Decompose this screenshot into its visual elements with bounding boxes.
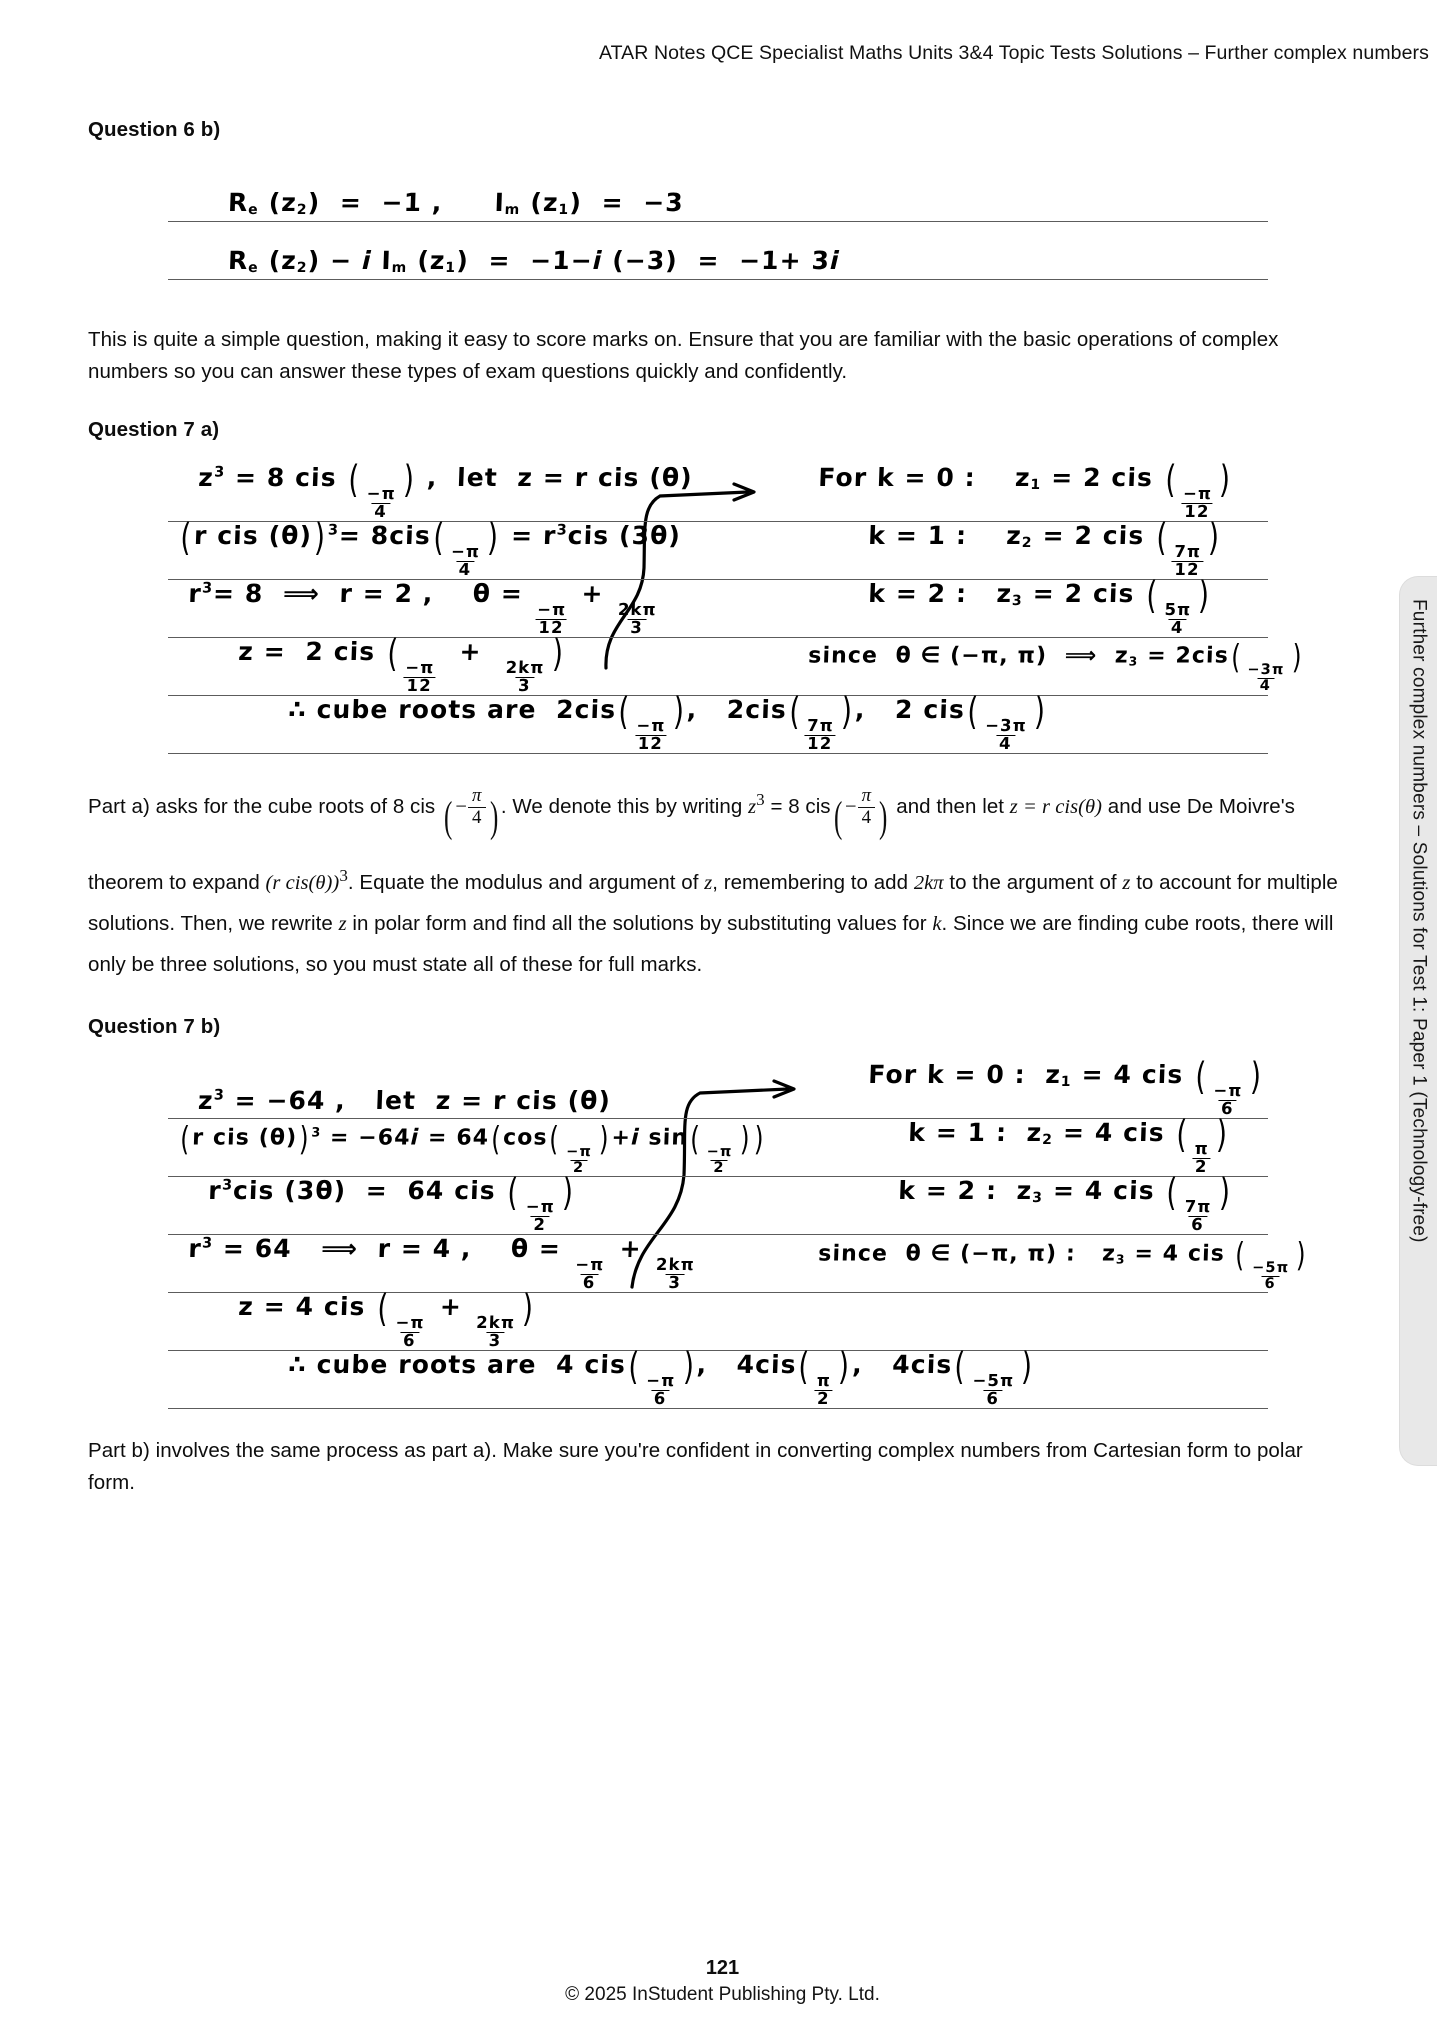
explanation-fragment: . Equate the modulus and argument of xyxy=(347,871,699,895)
handwriting-text-right: since θ ∈ (−π, π) : $z_3 = 4$ cis ( $\frac{-5\pi}{6}$ ) xyxy=(817,1234,1308,1292)
handwriting-text-right: k = 2 : $z_3 = 4$ cis ( $\frac{7\pi}{6}$ ) xyxy=(897,1170,1232,1234)
variable-z: z xyxy=(338,913,347,936)
handwriting-text-left: (r cis (θ))$^3$ = −64i = 64(cos( $\frac{-\pi}{2}$ )+i sin( $\frac{-\pi}{2}$ )) xyxy=(179,1118,765,1176)
handwriting-line xyxy=(168,1170,1268,1235)
handwriting-text-right: k = 2 : $z_3 = 2$ cis ( $\frac{5\pi}{4}$ ) xyxy=(867,572,1212,637)
explanation-fragment: and then let xyxy=(896,794,1005,818)
question-heading-7b: Question 7 b) xyxy=(88,1015,221,1039)
explanation-fragment: . Since we are finding cube roots, there will only be three solutions, so you must state all of these for full xyxy=(88,912,1334,977)
fraction-denominator: 4 xyxy=(858,807,875,829)
handwriting-text-left: $z^3 = 8$ cis ( $\frac{-\pi}{4}$ ) , let z = r cis (θ) xyxy=(197,456,694,521)
variable-z: z xyxy=(748,795,757,818)
handwriting-block-q7a xyxy=(168,456,1303,753)
explanation-fragment: to the xyxy=(949,871,1001,895)
fraction-numerator: π xyxy=(472,784,482,806)
explanation-fragment: use De Moivre's theorem to expand xyxy=(88,794,1295,895)
explanation-fragment: to account for multiple solutions. Then, we rewrite xyxy=(88,871,1338,936)
copyright-notice: © 2025 InStudent Publishing Pty. Ltd. xyxy=(565,1984,880,2005)
handwriting-block-q7b xyxy=(168,1054,1308,1408)
explanation-q7a: Part a) asks for the cube roots of 8 cis ( − $\frac{\pi}{4}$ ) . We denote this by writing $z^3 = 8$ cis( − $\frac{\pi}{4}$ ) and then let z = r cis(θ) and use De Moivre's theorem to expand (r cis(θ))$^3$. Equate the modulus and argument of z, remembering to add 2kπ to the argument of z to account for multiple solutions. Then, we rewrite z in polar form and find all the solutions by substituting values for k. Since we are finding cube roots, there will only be three solutions, so you must state all of these for full marks. xyxy=(88,776,1338,986)
explanation-fragment: and xyxy=(1107,794,1143,818)
handwriting-line xyxy=(168,164,1268,222)
handwriting-line xyxy=(168,514,1268,580)
running-header: ATAR Notes QCE Specialist Maths Units 3&4 Topic Tests Solutions – Further complex numbers xyxy=(598,42,1429,64)
handwriting-line xyxy=(168,1286,1268,1351)
explanation-fragment: argument of xyxy=(1006,871,1117,895)
variable-z: z xyxy=(704,872,713,895)
handwriting-text: $R_e$ $(z_2) = -1$ , $I_m$ $(z_1) = -3$ xyxy=(227,187,685,218)
handwriting-text-left: ∴ cube roots are 2cis( $\frac{-\pi}{12}$ ), 2cis( $\frac{7\pi}{12}$ ), 2 cis( $\frac{-3\pi}{4}$ ) xyxy=(287,688,1047,753)
page-content xyxy=(88,118,1338,1499)
handwriting-line xyxy=(168,1054,1268,1119)
handwriting-line xyxy=(168,572,1268,638)
explanation-fragment: marks. xyxy=(640,953,703,977)
side-tab xyxy=(1399,576,1437,1466)
handwriting-text-right: k = 1 : $z_2 = 4$ cis ( $\frac{\pi}{2}$ ) xyxy=(907,1112,1229,1176)
handwriting-line xyxy=(168,630,1303,696)
handwriting-text-right: since θ ∈ (−π, π) ⟹ $z_3 = 2cis$( $\frac{-3\pi}{4}$ ) xyxy=(807,637,1303,695)
handwriting-text-right: For k = 0 : $z_1 = 4$ cis ( $\frac{-\pi}{6}$ ) xyxy=(867,1054,1263,1118)
handwriting-text-left: $r^3cis$ (3θ) = 64 cis ( $\frac{-\pi}{2}$ ) xyxy=(207,1170,575,1234)
handwriting-text-left: $z^3 = -64$ , let z = r cis (θ) xyxy=(197,1086,612,1116)
question-heading-6b: Question 6 b) xyxy=(88,118,221,141)
exponent: 3 xyxy=(756,789,765,809)
handwriting-text-left: z = 2 cis ( $\frac{-\pi}{12}$ + $\frac{2k\pi}{3}$ ) xyxy=(237,630,565,695)
handwriting-line xyxy=(168,456,1268,522)
variable-k: k xyxy=(932,913,942,936)
exponent: 3 xyxy=(339,866,348,886)
explanation-fragment: . We denote this by writing xyxy=(500,794,743,818)
handwriting-text-left: (r cis (θ))$^3$= 8cis( $\frac{-\pi}{4}$ ) = $r^3cis$ (3θ) xyxy=(179,514,682,579)
handwriting-line xyxy=(168,222,1268,280)
fraction-denominator: 4 xyxy=(468,807,485,829)
page-number: 121 xyxy=(705,1957,740,1979)
explanation-fragment: = 8 cis xyxy=(770,794,831,818)
explanation-fragment: Part a) asks for the cube roots of 8 cis xyxy=(88,794,436,818)
handwriting-text: $R_e$ $(z_2) - i$ $I_m$ $(z_1) = -1-i$ (−3) = −1+ 3i xyxy=(227,245,841,276)
explanation-q7b: Part b) involves the same process as part a). Make sure you're confident in converting complex numbers from Cartesian form to polar form. xyxy=(88,1439,1303,1494)
paren-open: ( xyxy=(833,793,842,841)
paren-close: ) xyxy=(489,793,498,841)
question-heading-7a: Question 7 a) xyxy=(88,417,220,441)
handwriting-line xyxy=(168,688,1268,754)
explanation-q6b: This is quite a simple question, making it easy to score marks on. Ensure that you are familiar with the basic operations of complex numbers so you can answer these types of exam questions quickly and confidently. xyxy=(88,328,1279,383)
handwriting-text-right: For k = 0 : $z_1 = 2$ cis ( $\frac{-\pi}{12}$ ) xyxy=(817,456,1232,521)
handwriting-line xyxy=(168,1234,1308,1293)
page-footer xyxy=(0,1957,1445,2006)
handwriting-text-left: $r^3= 8$ ⟹ r = 2 , θ = $\frac{-\pi}{12}$ + $\frac{2k\pi}{3}$ xyxy=(187,578,658,637)
handwriting-line xyxy=(168,1112,1268,1177)
expression-z-rcis: z = r cis(θ) xyxy=(1009,795,1103,818)
handwriting-block-q6b xyxy=(168,164,1268,280)
handwriting-line xyxy=(168,1344,1268,1409)
explanation-fragment: in polar form and find all the solutions by substituting xyxy=(352,912,832,936)
paren-close: ) xyxy=(879,793,888,841)
expression-2kpi: 2kπ xyxy=(913,872,944,895)
paren-open: ( xyxy=(444,793,453,841)
handwriting-text-left: z = 4 cis ( $\frac{-\pi}{6}$ + $\frac{2k\pi}{3}$ ) xyxy=(237,1286,535,1350)
variable-z: z xyxy=(1122,872,1131,895)
explanation-fragment: values for xyxy=(837,912,927,936)
expression-rcis: (r cis(θ)) xyxy=(265,872,340,895)
explanation-fragment: , remembering to add xyxy=(712,871,909,895)
side-tab-label: Further complex numbers – Solutions for Test 1: Paper 1 (Technology-free) xyxy=(1408,599,1430,1243)
handwriting-text-left: ∴ cube roots are 4 cis( $\frac{-\pi}{6}$ ), 4cis( $\frac{\pi}{2}$ ), 4cis( $\frac{-5\pi}{6}$ ) xyxy=(287,1344,1035,1408)
handwriting-text-right: k = 1 : $z_2 = 2$ cis ( $\frac{7\pi}{12}$ ) xyxy=(867,514,1221,579)
fraction-numerator: π xyxy=(861,784,872,806)
handwriting-text-left: $r^3 = 64$ ⟹ r = 4 , θ = $\frac{-\pi}{6}$ + $\frac{2k\pi}{3}$ xyxy=(187,1234,696,1292)
